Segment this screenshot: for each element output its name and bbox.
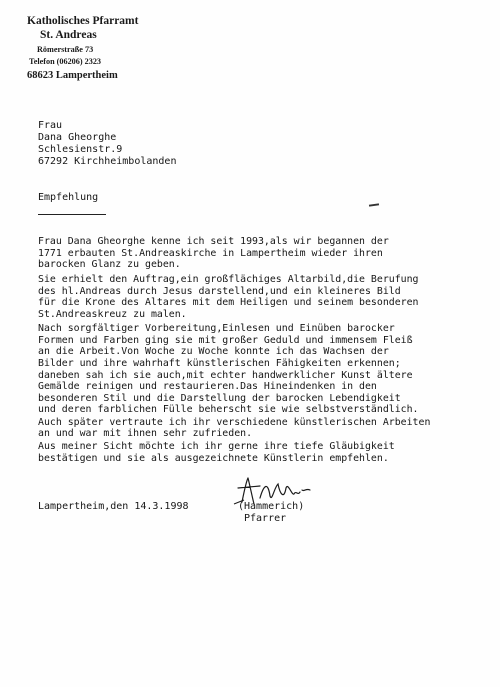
body-line: Sie erhielt den Auftrag,ein großflächiges Altarbild,die Berufung — [38, 274, 419, 285]
body-line: St.Andreaskreuz zu malen. — [38, 309, 187, 320]
subject-line: Empfehlung — [38, 192, 99, 203]
recipient-salutation: Frau — [38, 120, 63, 131]
body-line: 1771 erbauten St.Andreaskirche in Lampertheim wieder ihren — [38, 248, 383, 259]
subject-underline — [38, 214, 106, 215]
letterhead-city: 68623 Lampertheim — [27, 70, 118, 81]
body-line: Auch später vertraute ich ihr verschiedene künstlerischen Arbeiten — [38, 417, 431, 428]
body-line: und deren farblichen Fülle beherscht sie wie selbstverständlich. — [38, 404, 419, 415]
stray-mark — [369, 203, 379, 206]
body-line: Formen und Farben ging sie mit großer Geduld und immensem Fleiß — [38, 335, 413, 346]
body-line: Bilder und ihre wahrhaft künstlerischen Fähigkeiten erkennen; — [38, 358, 401, 369]
body-line: an die Arbeit.Von Woche zu Woche konnte ich das Wachsen der — [38, 346, 389, 357]
recipient-city: 67292 Kirchheimbolanden — [38, 156, 177, 167]
recipient-name: Dana Gheorghe — [38, 132, 117, 143]
body-line: bestätigen und sie als ausgezeichnete Künstlerin empfehlen. — [38, 453, 389, 464]
letterhead-parish: Katholisches Pfarramt — [27, 15, 139, 27]
body-line: Gemälde reinigen und restaurieren.Das Hineindenken in den — [38, 381, 377, 392]
body-line: besonderen Stil und die Darstellung der barocken Lebendigkeit — [38, 393, 401, 404]
body-line: für die Krone des Altares mit dem Heiligen und seinem besonderen — [38, 297, 419, 308]
place-date: Lampertheim,den 14.3.1998 — [38, 501, 189, 512]
letterhead-phone: Telefon (06206) 2323 — [29, 57, 102, 66]
body-line: daneben sah ich sie auch,mit echter handwerklicher Kunst ältere — [38, 370, 413, 381]
recipient-address — [38, 120, 176, 168]
body-line: an und war mit ihnen sehr zufrieden. — [38, 428, 253, 439]
body-line: barocken Glanz zu geben. — [38, 259, 181, 270]
recipient-street: Schlesienstr.9 — [38, 144, 123, 155]
body-line: Aus meiner Sicht möchte ich ihr gerne ihre tiefe Gläubigkeit — [38, 441, 395, 452]
letterhead-church: St. Andreas — [40, 29, 97, 41]
body-line: des hl.Andreas durch Jesus darstellend,und ein kleineres Bild — [38, 286, 401, 297]
signer-title: Pfarrer — [244, 513, 287, 524]
body-line: Frau Dana Gheorghe kenne ich seit 1993,als wir begannen der — [38, 236, 389, 247]
signer-name: (Hammerich) — [238, 501, 305, 512]
letterhead-street: Römerstraße 73 — [37, 45, 94, 54]
body-line: Nach sorgfältiger Vorbereitung,Einlesen und Einüben barocker — [38, 323, 395, 334]
